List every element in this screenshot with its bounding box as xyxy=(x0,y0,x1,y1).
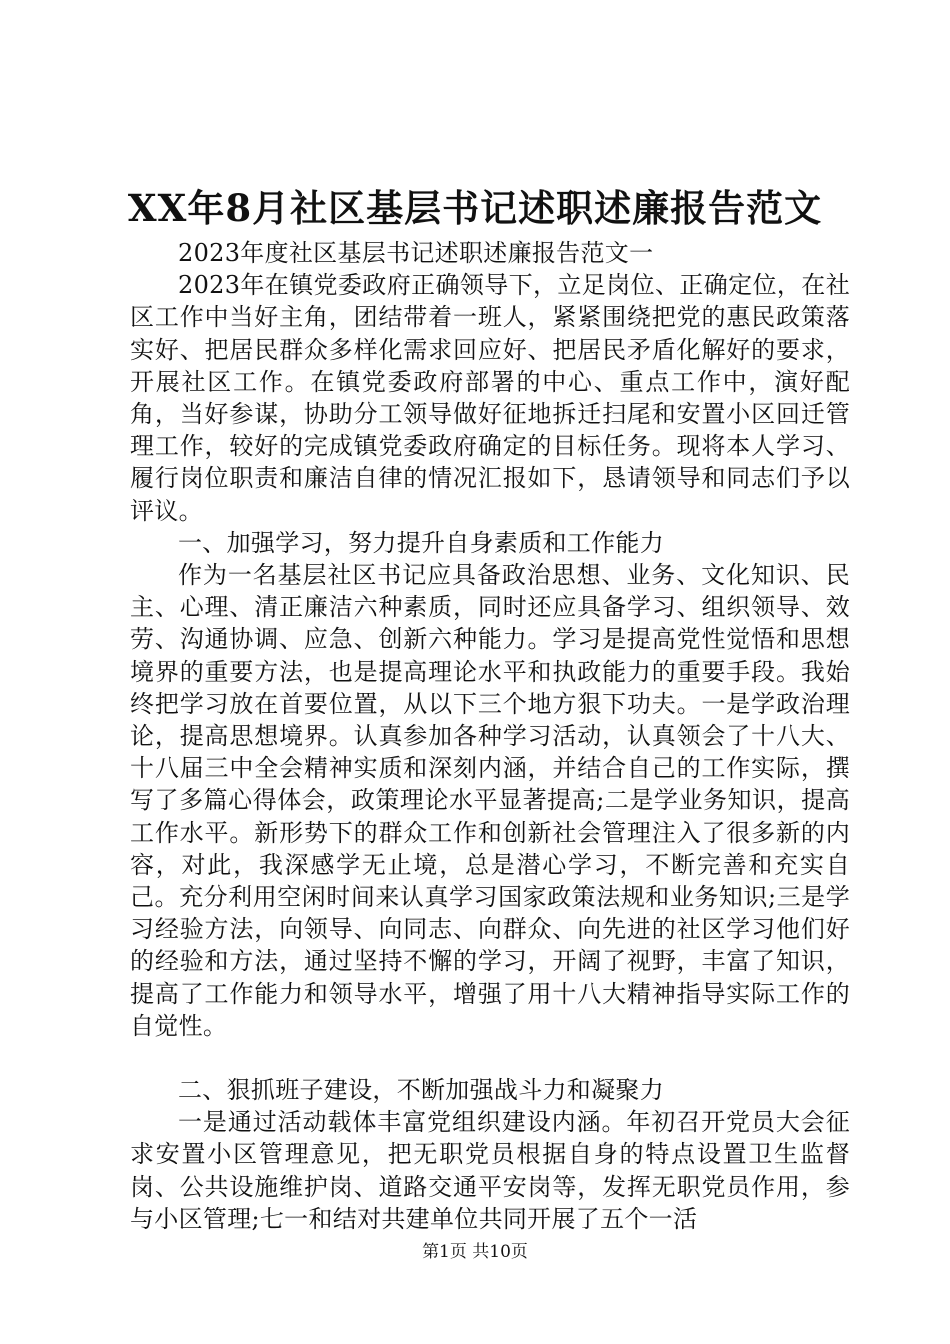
section-heading-2: 二、狠抓班子建设，不断加强战斗力和凝聚力 xyxy=(178,1076,664,1105)
page-footer: 第1页 共10页 xyxy=(422,1242,528,1262)
document-body xyxy=(130,237,850,1235)
section-1-paragraph: 作为一名基层社区书记应具备政治思想、业务、文化知识、民主、心理、清正廉洁六种素质，同时还应具备学习、组织领导、效劳、沟通协调、应急、创新六种能力。学习是提高党性觉悟和思想境界的重要方法，也是提高理论水平和执政能力的重要手段。我始终把学习放在首要位置，从以下三个地方狠下功夫。一是学政治理论，提高思想境界。认真参加各种学习活动，认真领会了十八大、十八届三中全会精神实质和深刻内涵，并结合自己的工作实际，撰写了多篇心得体会，政策理论水平显著提高;二是学业务知识，提高工作水平。新形势下的群众工作和创新社会管理注入了很多新的内容，对此，我深感学无止境，总是潜心学习，不断完善和充实自己。充分利用空闲时间来认真学习国家政策法规和业务知识;三是学习经验方法，向领导、向同志、向群众、向先进的社区学习他们好的经验和方法，通过坚持不懈的学习，开阔了视野，丰富了知识，提高了工作能力和领导水平，增强了用十八大精神指导实际工作的自觉性。 xyxy=(130,561,850,1040)
intro-paragraph: 2023年在镇党委政府正确领导下，立足岗位、正确定位，在社区工作中当好主角，团结带着一班人，紧紧围绕把党的惠民政策落实好、把居民群众多样化需求回应好、把居民矛盾化解好的要求，开展社区工作。在镇党委政府部署的中心、重点工作中，演好配角，当好参谋，协助分工领导做好征地拆迁扫尾和安置小区回迁管理工作，较好的完成镇党委政府确定的目标任务。现将本人学习、履行岗位职责和廉洁自律的情况汇报如下，恳请领导和同志们予以评议。 xyxy=(130,271,850,525)
document-title: XX年8月社区基层书记述职述廉报告范文 xyxy=(127,186,823,230)
section-2-paragraph: 一是通过活动载体丰富党组织建设内涵。年初召开党员大会征求安置小区管理意见，把无职党员根据自身的特点设置卫生监督岗、公共设施维护岗、道路交通平安岗等，发挥无职党员作用，参与小区管理;七一和结对共建单位共同开展了五个一活 xyxy=(130,1108,850,1233)
section-heading-1: 一、加强学习，努力提升自身素质和工作能力 xyxy=(178,528,664,557)
subtitle-paragraph: 2023年度社区基层书记述职述廉报告范文一 xyxy=(178,239,654,267)
